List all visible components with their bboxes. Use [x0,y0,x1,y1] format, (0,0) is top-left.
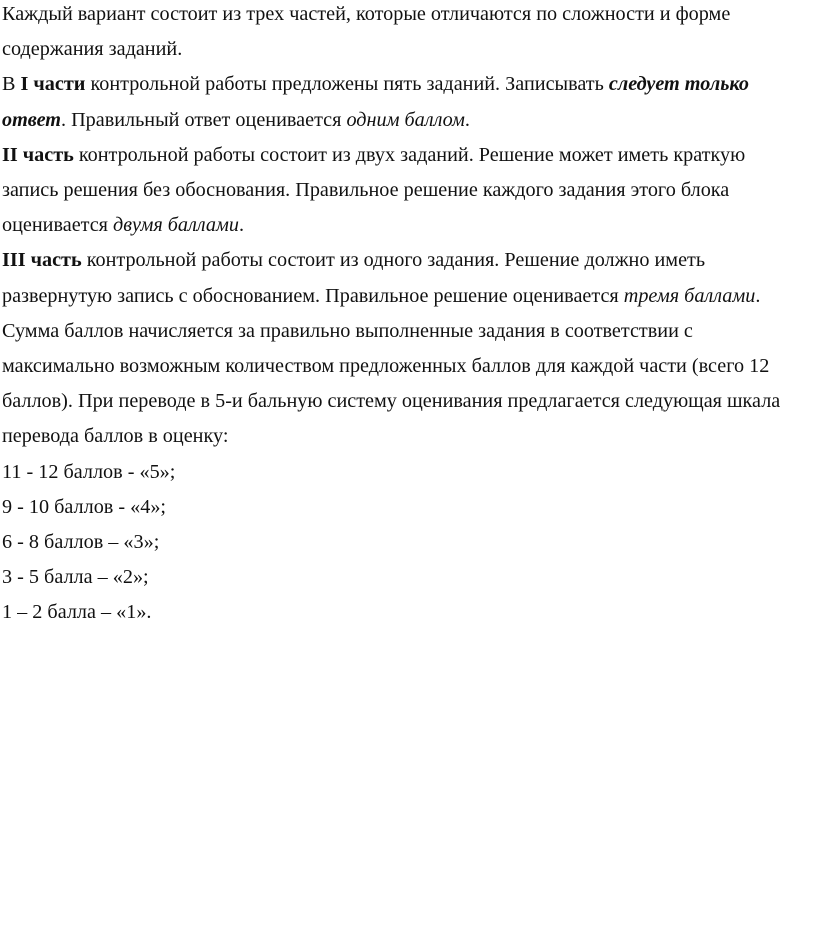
scale-item: 1 – 2 балла – «1». [2,601,152,624]
scale-item: 3 - 5 балла – «2»; [2,566,149,589]
part-two-text-2: . [238,214,244,237]
scale-item: 9 - 10 баллов - «4»; [2,495,167,518]
scale-item: 11 - 12 баллов - «5»; [2,460,176,483]
part-one-text-1: В [2,73,21,96]
scoring-paragraph: Сумма баллов начисляется за правильно выполненные задания в соответствии с максимально возможным количеством предложенных баллов для каждой части (всего 12 баллов). При переводе в 5-и бальную систему оценивания предлагается следующая шкала перевода баллов в оценку: [2,319,781,448]
part-one-text-4: . [464,108,470,131]
part-three-paragraph [2,243,802,313]
part-one-text-2: контрольной работы предложены пять заданий. Записывать [85,73,609,96]
part-one-text-3: . Правильный ответ оценивается [60,108,347,131]
intro-paragraph: Каждый вариант состоит из трех частей, которые отличаются по сложности и форме содержания заданий. [2,3,731,61]
scale-item: 6 - 8 баллов – «3»; [2,531,160,554]
part-three-score: тремя баллами [623,284,756,307]
part-three-text-2: . [755,284,761,307]
part-one-paragraph [2,67,802,137]
part-one-heading: I части [20,73,86,96]
part-three-text-1: контрольной работы состоит из одного задания. Решение должно иметь развернутую запись с обоснованием. Правильное решение оценивается [2,249,706,307]
part-one-answer-only: следует только ответ [2,73,749,131]
part-two-heading: II часть [2,143,74,166]
part-three-heading: III часть [2,249,82,272]
part-one-score: одним баллом [346,108,465,131]
part-two-text-1: контрольной работы состоит из двух заданий. Решение может иметь краткую запись решения без обоснования. Правильное решение каждого задания этого блока оценивается [2,143,746,237]
part-two-paragraph [2,138,802,244]
part-two-score: двумя баллами [113,214,239,237]
